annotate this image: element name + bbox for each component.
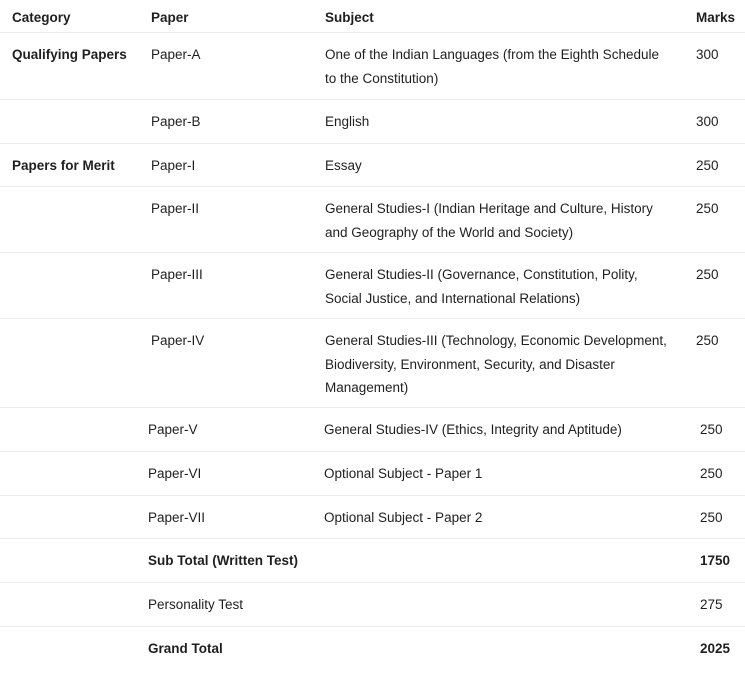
table-row	[0, 253, 745, 319]
row-subject: English	[325, 114, 370, 129]
header-paper: Paper	[151, 10, 189, 25]
header-category: Category	[12, 10, 71, 25]
row-paper: Paper-V	[148, 422, 198, 437]
header-subject: Subject	[325, 10, 374, 25]
row-paper: Paper-III	[151, 267, 203, 282]
row-subject: Essay	[325, 158, 362, 173]
personality-label: Personality Test	[148, 597, 244, 612]
row-paper: Paper-A	[151, 47, 201, 62]
row-marks: 250	[700, 422, 723, 437]
table-row	[0, 187, 745, 253]
row-subject: General Studies-I (Indian Heritage and Culture, History and Geography of the World and Society)	[325, 201, 653, 240]
row-marks: 300	[696, 114, 719, 129]
row-subject: General Studies-IV (Ethics, Integrity and Aptitude)	[324, 422, 622, 437]
table-row	[0, 452, 745, 496]
row-subject: Optional Subject - Paper 2	[324, 510, 483, 525]
table-row	[0, 408, 745, 452]
row-marks: 300	[696, 47, 719, 62]
grand-total-label: Grand Total	[148, 641, 223, 656]
row-paper: Paper-VII	[148, 510, 206, 525]
row-subject: Optional Subject - Paper 1	[324, 466, 483, 481]
table-row	[0, 319, 745, 408]
row-subject: One of the Indian Languages (from the Eighth Schedule to the Constitution)	[325, 47, 659, 86]
row-paper: Paper-B	[151, 114, 201, 129]
row-paper: Paper-I	[151, 158, 196, 173]
table-row	[0, 100, 745, 144]
table-row	[0, 144, 745, 187]
subtotal-row	[0, 539, 745, 583]
row-marks: 250	[696, 201, 719, 216]
table-row	[0, 33, 745, 100]
grand-total-row	[0, 627, 745, 682]
grand-total-marks: 2025	[700, 641, 731, 656]
row-category: Papers for Merit	[12, 158, 115, 173]
subtotal-marks: 1750	[700, 553, 731, 568]
personality-test-row	[0, 583, 745, 627]
table-row	[0, 496, 745, 539]
row-paper: Paper-IV	[151, 333, 205, 348]
row-marks: 250	[696, 333, 719, 348]
row-subject: General Studies-III (Technology, Economic Development, Biodiversity, Environment, Security, and Disaster Management)	[325, 333, 667, 395]
subtotal-label: Sub Total (Written Test)	[148, 553, 298, 568]
header-marks: Marks	[696, 10, 736, 25]
row-marks: 250	[700, 510, 723, 525]
row-marks: 250	[700, 466, 723, 481]
row-subject: General Studies-II (Governance, Constitution, Polity, Social Justice, and International Relations)	[325, 267, 638, 306]
table-header-row	[0, 0, 745, 33]
row-paper: Paper-II	[151, 201, 200, 216]
personality-marks: 275	[700, 597, 723, 612]
row-paper: Paper-VI	[148, 466, 202, 481]
row-marks: 250	[696, 267, 719, 282]
row-marks: 250	[696, 158, 719, 173]
row-category: Qualifying Papers	[12, 47, 127, 62]
